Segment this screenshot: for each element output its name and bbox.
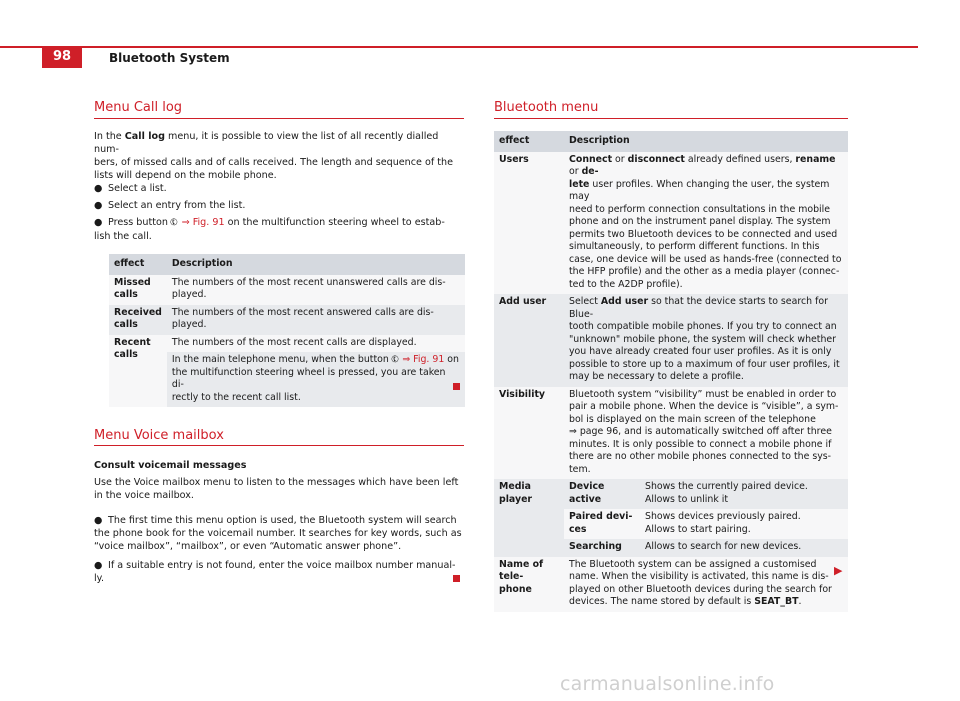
table-row: Missed calls The numbers of the most recent unanswered calls are dis- played. xyxy=(109,275,465,305)
voice-mailbox-intro: Use the Voice mailbox menu to listen to the messages which have been left in the voice mailbox. xyxy=(94,477,459,501)
table-row: Add user Select Add user so that the device starts to search for Blue- tooth compatible mobile phones. If you try to connect an "unknown" mobile phone, the system will check whether you have already created four user profiles. As it is only possible to store up to a maximum of four user profiles, it may be necessary to delete a profile. xyxy=(494,294,848,387)
table-row: In the main telephone menu, when the button ✆ ⇒ Fig. 91 on the multifunction steering wheel is pressed, you are taken di- rectly to the recent call list. xyxy=(109,352,465,407)
voice-mailbox-rule xyxy=(94,445,464,446)
watermark: carmanualsonline.info xyxy=(560,673,775,695)
section-title: Bluetooth System xyxy=(109,51,230,65)
table-row: Searching Allows to search for new devices. xyxy=(494,539,848,557)
col-description: Description xyxy=(167,254,465,275)
col-description: Description xyxy=(564,131,848,152)
bluetooth-menu-title: Bluetooth menu xyxy=(494,100,599,115)
table-row: Name of tele- phone The Bluetooth system can be assigned a customised name. When the visibility is activated, this name is dis- played on other Bluetooth devices during the search for devices. The name stored by default is SEAT_BT. xyxy=(494,557,848,612)
voice-mailbox-title: Menu Voice mailbox xyxy=(94,428,224,443)
table-row: Recent calls The numbers of the most recent calls are displayed. xyxy=(109,335,465,353)
table-row: Users Connect or disconnect already defined users, rename or de- lete user profiles. When changing the user, the system may need to perform connection consultations in the mobile phone and on the instrument panel display. The system permits two Bluetooth devices to be connected and used simultaneously, to perform different functions. In this case, one device will be used as hands-free (connected to the HFP profile) and the other as a media player (connec- ted to the A2DP profile). xyxy=(494,152,848,295)
table-row: Paired devi- ces Shows devices previously paired. Allows to start pairing. xyxy=(494,509,848,539)
bullet-not-found: ● If a suitable entry is not found, enter the voice mailbox number manual- ly. xyxy=(94,560,456,584)
call-log-intro: In the Call log menu, it is possible to view the list of all recently dialled num- bers, of missed calls and of calls received. The length and sequence of the lists will depend on the mobile phone. xyxy=(94,131,454,181)
bullet-first-time: ● The first time this menu option is used, the Bluetooth system will search the phone book for the voicemail number. It searches for key words, such as “voice mailbox”, “mailbox”, or even “Automatic answer phone”. xyxy=(94,515,462,552)
phone-icon: ✆ xyxy=(389,353,402,367)
end-square-icon xyxy=(453,383,460,390)
call-log-rule xyxy=(94,118,464,119)
bullet-select-entry: ● Select an entry from the list. xyxy=(94,200,246,211)
bullet-press-button: ● Press button ✆ ⇒ Fig. 91 on the multifunction steering wheel to estab- lish the call. xyxy=(94,216,445,242)
continue-arrow-icon: ▶ xyxy=(834,564,843,577)
bullet-select-list: ● Select a list. xyxy=(94,183,167,194)
col-effect: effect xyxy=(494,131,564,152)
end-square-icon xyxy=(453,575,460,582)
phone-icon: ✆ xyxy=(168,216,181,230)
table-row: Media player Device active Shows the currently paired device. Allows to unlink it xyxy=(494,479,848,509)
call-log-table xyxy=(109,254,465,407)
table-row: Visibility Bluetooth system “visibility” must be enabled in order to pair a mobile phone. When the device is “visible”, a sym- bol is displayed on the main screen of the telephone ⇒ page 96, and is automatically switched off after three minutes. It is only possible to connect a mobile phone if there are no other mobile phones connected to the sys- tem. xyxy=(494,387,848,480)
bluetooth-menu-table xyxy=(494,131,848,612)
call-log-title: Menu Call log xyxy=(94,100,183,115)
table-row: Received calls The numbers of the most recent answered calls are dis- played. xyxy=(109,305,465,335)
bluetooth-menu-rule xyxy=(494,118,848,119)
col-effect: effect xyxy=(109,254,167,275)
page-number: 98 xyxy=(42,46,82,68)
header-rule xyxy=(0,46,918,48)
voice-mailbox-subtitle: Consult voicemail messages xyxy=(94,460,247,471)
